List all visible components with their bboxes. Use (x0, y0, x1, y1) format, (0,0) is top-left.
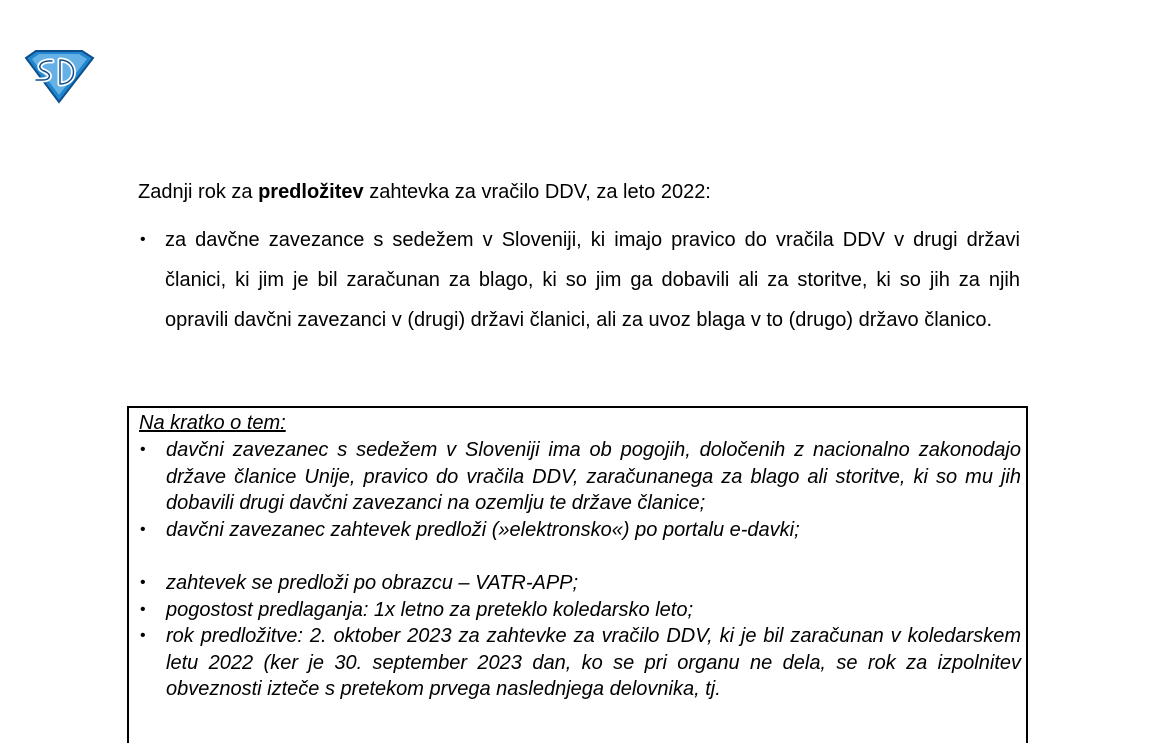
main-list-item (138, 220, 1020, 340)
summary-list-item (138, 570, 1021, 597)
intro-text-bold: predložitev (258, 181, 364, 203)
summary-list-item (138, 517, 1021, 544)
summary-item-text: davčni zavezanec zahtevek predloži (»elektronsko«) po portalu e-davki; (166, 518, 800, 541)
main-list-item-text: za davčne zavezance s sedežem v Sloveniji, ki imajo pravico do vračila DDV v drugi državi članici, ki jim je bil zaračunan za blago, ki so jim ga dobavili ali za storitve, ki so jih za njih opravili davčni zavezanci v (drugi) državi članici, ali za uvoz blaga v to (drugo) državo članico. (165, 229, 1020, 331)
intro-heading (138, 178, 711, 206)
summary-item-text: rok predložitve: 2. oktober 2023 za zahtevke za vračilo DDV, ki je bil zaračunan v koledarskem letu 2022 (ker je 30. september 2023 dan, ko se pri organu ne dela, se rok za izpolnitev obveznosti izteče s pretekom prvega naslednjega delovnika, tj. (166, 625, 1021, 700)
summary-list-item (138, 623, 1021, 703)
summary-list (138, 437, 1021, 703)
intro-text-after: zahtevka za vračilo DDV, za leto 2022: (363, 181, 711, 203)
summary-list-item (138, 597, 1021, 624)
bullet-icon: • (140, 231, 146, 248)
sd-logo-icon (22, 48, 96, 104)
summary-item-text: zahtevek se predloži po obrazcu – VATR-APP; (166, 572, 579, 594)
bullet-icon: • (140, 520, 146, 538)
bullet-icon: • (140, 574, 146, 591)
summary-box-title: Na kratko o tem: (139, 412, 286, 434)
summary-item-text: davčni zavezanec s sedežem v Sloveniji ima ob pogojih, določenih z nacionalno zakonodajo države članice Unije, pravico do vračila DDV, zaračunanega za blago ali storitve, ki so mu jih dobavili drugi davčni zavezanci na ozemlju te države članice; (166, 439, 1021, 514)
summary-item-text: pogostost predlaganja: 1x letno za preteklo koledarsko leto; (166, 598, 694, 621)
bullet-icon: • (140, 600, 146, 618)
main-bullet-list (138, 220, 1020, 340)
intro-text-before: Zadnji rok za (138, 181, 259, 203)
summary-list-item (138, 437, 1021, 517)
bullet-icon: • (140, 441, 146, 458)
summary-box (127, 406, 1028, 743)
bullet-icon: • (140, 627, 146, 644)
